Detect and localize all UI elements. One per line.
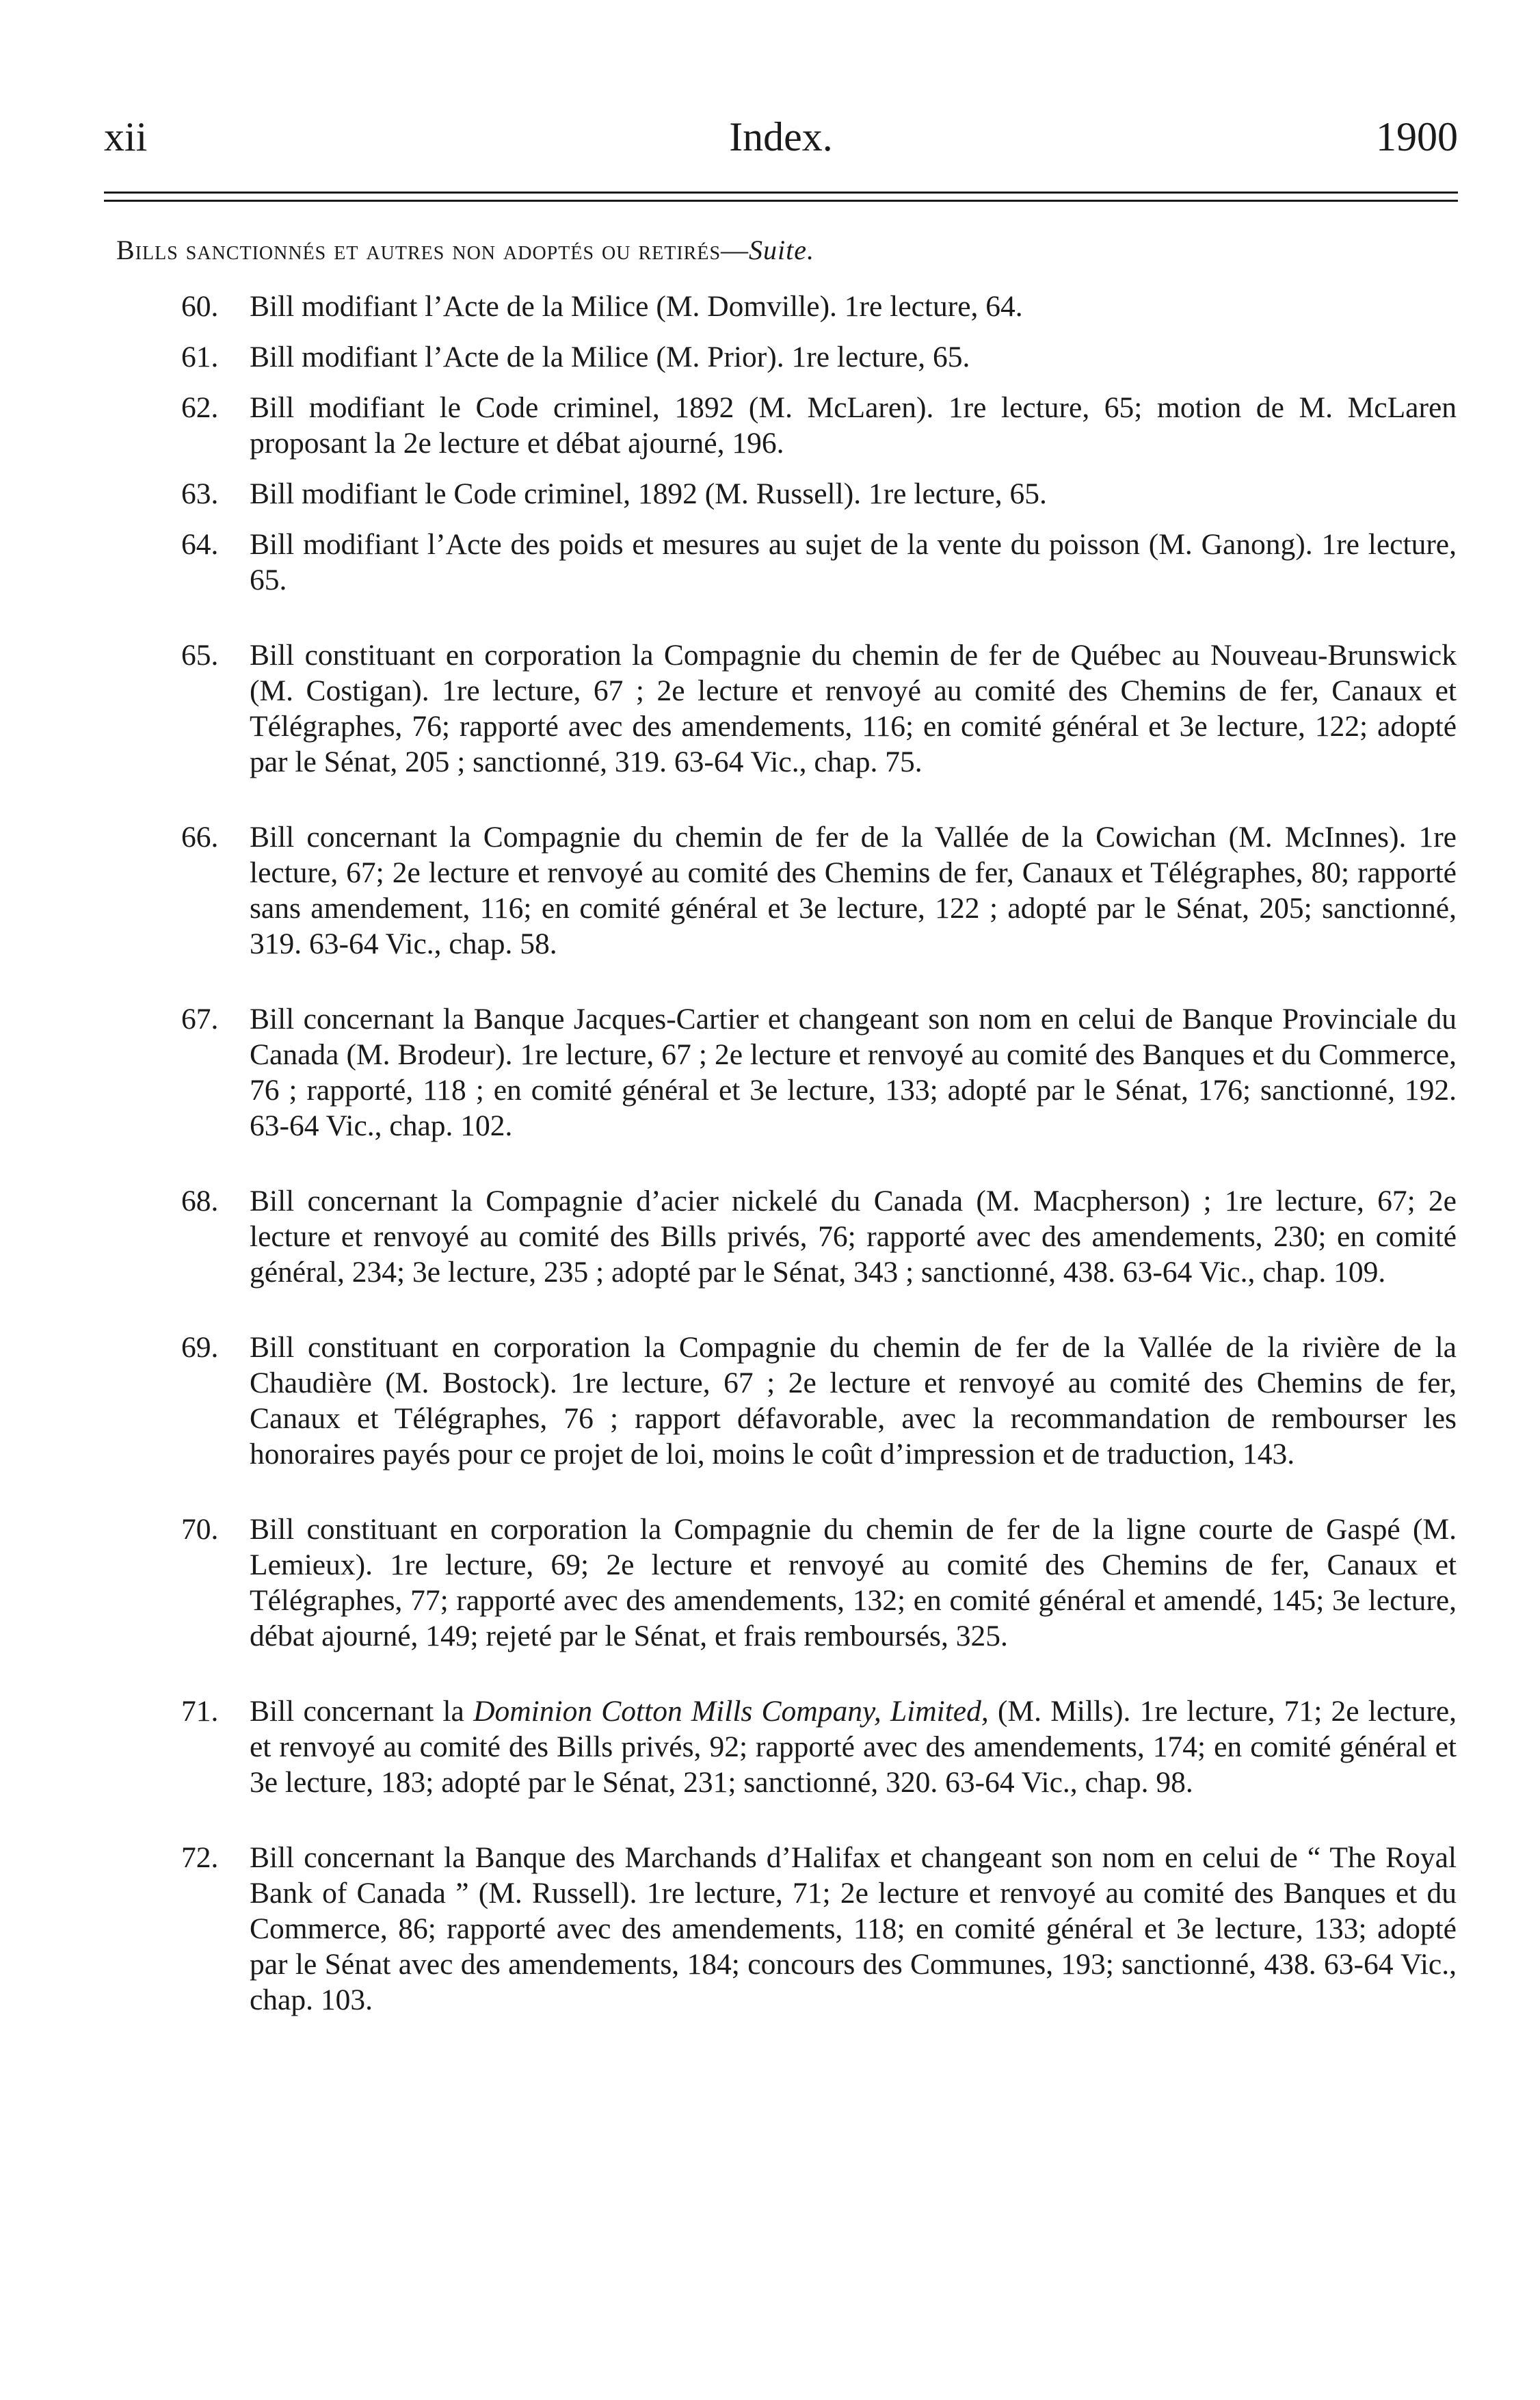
entry-number: 67. (181, 1003, 219, 1036)
entry-number: 68. (181, 1185, 219, 1217)
entry-number: 71. (181, 1695, 219, 1728)
section-heading (116, 233, 1457, 268)
index-entries (181, 289, 1457, 2033)
entry-text: Bill modifiant le Code criminel, 1892 (M. Russell). 1re lecture, 65. (250, 477, 1047, 510)
entry-number: 69. (181, 1331, 219, 1364)
entry-text: Bill constituant en corporation la Compagnie du chemin de fer de Québec au Nouveau-Brunswick (M. Costigan). 1re lecture, 67 ; 2e lecture et renvoyé au comité des Chemins de fer, Canaux et Télégraphes, 76; rapporté avec des amendements, 116; en comité général et 3e lecture, 122; adopté par le Sénat, 205 ; sanctionné, 319. 63-64 Vic., chap. 75. (250, 639, 1457, 778)
entry-text: Bill concernant la Compagnie d’acier nickelé du Canada (M. Macpherson) ; 1re lecture, 67; 2e lecture et renvoyé au comité des Bills privés, 76; rapporté avec des amendements, 230; en comité général, 234; 3e lecture, 235 ; adopté par le Sénat, 343 ; sanctionné, 438. 63-64 Vic., chap. 109. (250, 1185, 1457, 1289)
entry-text: Bill constituant en corporation la Compagnie du chemin de fer de la ligne courte de Gaspé (M. Lemieux). 1re lecture, 69; 2e lecture et renvoyé au comité des Chemins de fer, Canaux et Télégraphes, 77; rapporté avec des amendements, 132; en comité général et amendé, 145; 3e lecture, débat ajourné, 149; rejeté par le Sénat, et frais remboursés, 325. (250, 1513, 1457, 1652)
header-rule-bottom (104, 200, 1458, 202)
index-entry-68 (181, 1183, 1457, 1290)
index-entry-64 (181, 527, 1457, 598)
entry-text: Bill concernant la Compagnie du chemin de fer de la Vallée de la Cowichan (M. McInnes). 1re lecture, 67; 2e lecture et renvoyé au comité des Chemins de fer, Canaux et Télégraphes, 80; rapporté sans amendement, 116; en comité général et 3e lecture, 122 ; adopté par le Sénat, 205; sanctionné, 319. 63-64 Vic., chap. 58. (250, 821, 1457, 960)
entry-number: 61. (181, 341, 219, 373)
entry-text-italic: Dominion Cotton Mills Company, Limited, (473, 1695, 989, 1728)
running-head (104, 109, 1458, 164)
index-entry-67 (181, 1001, 1457, 1144)
header-rule-top (104, 192, 1458, 194)
entry-number: 62. (181, 391, 219, 424)
entry-number: 65. (181, 639, 219, 672)
entry-number: 63. (181, 477, 219, 510)
entry-number: 66. (181, 821, 219, 854)
section-suite: Suite. (749, 235, 815, 265)
page-year: 1900 (1376, 114, 1458, 159)
entry-number: 70. (181, 1513, 219, 1546)
index-entry-72 (181, 1840, 1457, 2018)
index-entry-66 (181, 819, 1457, 962)
index-entry-69 (181, 1330, 1457, 1472)
entry-number: 72. (181, 1841, 219, 1874)
entry-text: Bill modifiant l’Acte des poids et mesures au sujet de la vente du poisson (M. Ganong). 1re lecture, 65. (250, 528, 1457, 596)
entry-text-pre: Bill concernant la (250, 1695, 474, 1728)
entry-number: 60. (181, 290, 219, 323)
entry-number: 64. (181, 528, 219, 561)
entry-text: Bill constituant en corporation la Compagnie du chemin de fer de la Vallée de la rivière de la Chaudière (M. Bostock). 1re lecture, 67 ; 2e lecture et renvoyé au comité des Chemins de fer, Canaux et Télégraphes, 76 ; rapport défavorable, avec la recommandation de rembourser les honoraires payés pour ce projet de loi, moins le coût d’impression et de traduction, 143. (250, 1331, 1457, 1471)
entry-text-post: (M. Mills). 1re lecture, 71; 2e lecture, et renvoyé au comité des Bills privés, 92; rapporté avec des amendements, 174; en comité général et 3e lecture, 183; adopté par le Sénat, 231; sanctionné, 320. 63-64 Vic., chap. 98. (250, 1695, 1457, 1799)
index-entry-65 (181, 637, 1457, 780)
entry-text: Bill concernant la Banque des Marchands d’Halifax et changeant son nom en celui de “ The Royal Bank of Canada ” (M. Russell). 1re lecture, 71; 2e lecture et renvoyé au comité des Banques et du Commerce, 86; rapporté avec des amendements, 118; en comité général et 3e lecture, 133; adopté par le Sénat avec des amendements, 184; concours des Communes, 193; sanctionné, 438. 63-64 Vic., chap. 103. (250, 1841, 1457, 2016)
section-title: Bills sanctionnés et autres non adoptés ou retirés— (116, 235, 749, 265)
page-title: Index. (729, 114, 833, 159)
index-entry-63 (181, 476, 1457, 512)
entry-text (250, 1693, 1457, 1800)
entry-text: Bill modifiant l’Acte de la Milice (M. Domville). 1re lecture, 64. (250, 290, 1023, 323)
page-number: xii (104, 114, 148, 159)
index-entry-62 (181, 390, 1457, 461)
entry-text: Bill modifiant l’Acte de la Milice (M. Prior). 1re lecture, 65. (250, 341, 970, 373)
index-entry-61 (181, 339, 1457, 375)
index-entry-60 (181, 289, 1457, 324)
entry-text: Bill modifiant le Code criminel, 1892 (M. McLaren). 1re lecture, 65; motion de M. McLaren proposant la 2e lecture et débat ajourné, 196. (250, 391, 1457, 460)
index-entry-71 (181, 1693, 1457, 1800)
index-entry-70 (181, 1512, 1457, 1654)
entry-text: Bill concernant la Banque Jacques-Cartier et changeant son nom en celui de Banque Provinciale du Canada (M. Brodeur). 1re lecture, 67 ; 2e lecture et renvoyé au comité des Banques et du Commerce, 76 ; rapporté, 118 ; en comité général et 3e lecture, 133; adopté par le Sénat, 176; sanctionné, 192. 63-64 Vic., chap. 102. (250, 1003, 1457, 1142)
